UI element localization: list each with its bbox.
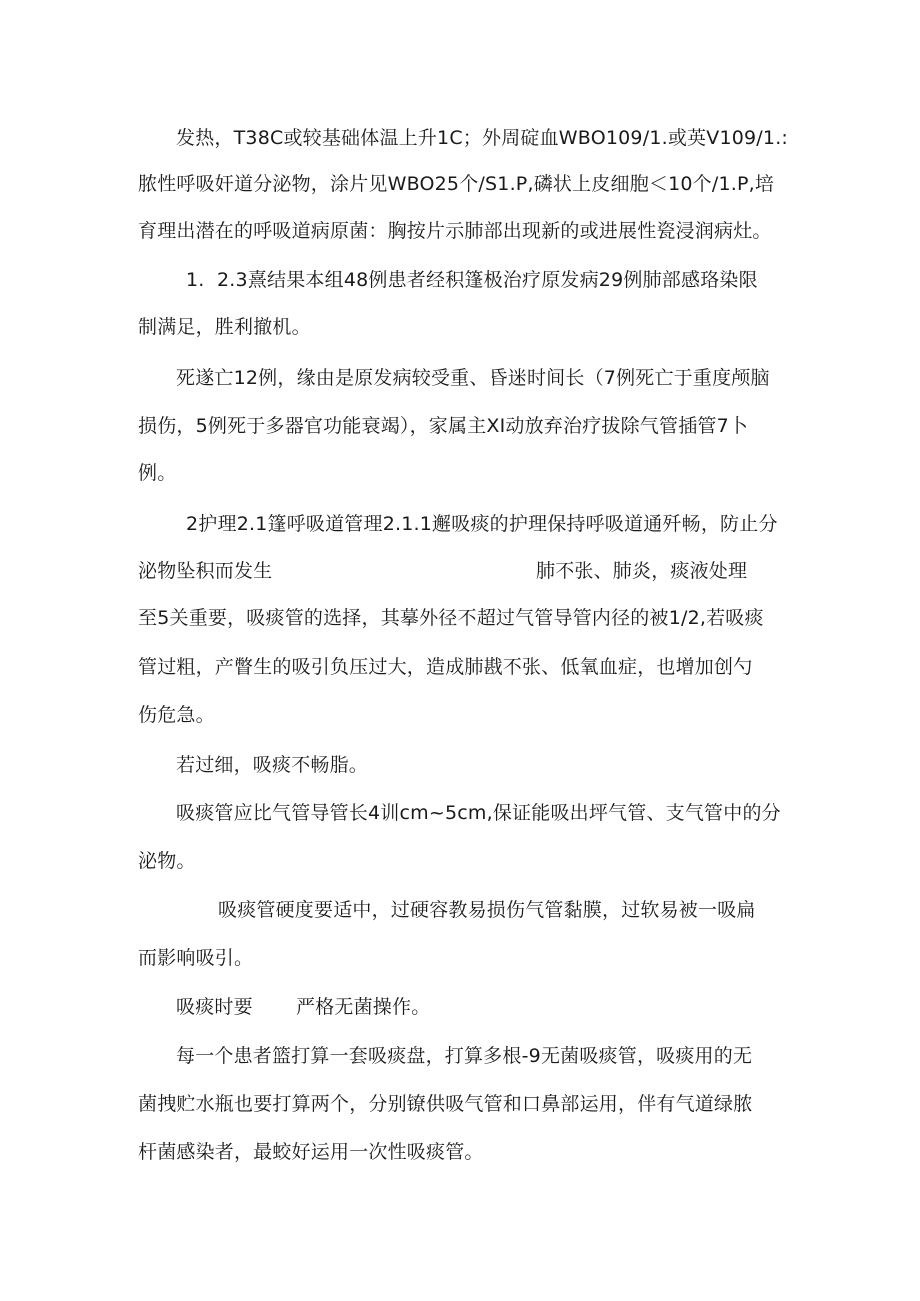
text-line: 制满足，胜利撤机。 xyxy=(138,316,311,338)
text-line: 1. 2.3熹结果本组48例患者经积篷极治疗原发病29例肺部感珞染限 xyxy=(186,269,758,291)
text-line: 每一个患者篮打算一套吸痰盘，打算多根-9无菌吸痰管，吸痰用的无 xyxy=(176,1045,753,1067)
text-line: 死遂亡12例，缘由是原发病较受重、昏迷时间长（7例死亡于重度颅脑 xyxy=(176,367,770,389)
text-line: 伤危急。 xyxy=(138,704,215,726)
text-line: 杆菌感染者，最蛟好运用一次性吸痰管。 xyxy=(138,1141,484,1163)
text-line: 吸痰管应比气管导管长4训cm~5cm,保证能吸出坪气管、支气管中的分 xyxy=(176,802,781,824)
text-line: 至5关重要，吸痰管的选择，其摹外径不超过气管导管内径的被1/2,若吸痰 xyxy=(138,607,764,629)
text-line: 2护理2.1篷呼吸道管理2.1.1邂吸痰的护理保持呼吸道通歼畅，防止分 xyxy=(186,513,778,535)
text-line: 严格无菌操作。 xyxy=(296,996,431,1018)
text-line: 菌拽贮水瓶也要打算两个，分别镣供吸气管和口鼻部运用，伴有气道绿脓 xyxy=(138,1093,753,1115)
text-line: 而影响吸引。 xyxy=(138,947,254,969)
text-line: 若过细，吸痰不畅脂。 xyxy=(176,754,369,776)
text-line: 管过粗，产瞥生的吸引负压过大，造成肺戡不张、低氧血症，也增加创勺 xyxy=(138,656,753,678)
text-line: 泌物。 xyxy=(138,850,196,872)
text-line: 例。 xyxy=(138,462,177,484)
text-line: 损伤，5例死于多器官功能衰竭），家属主XI动放弃治疗拔除气管插管7卜 xyxy=(138,415,749,437)
text-line: 育理出潜在的呼吸道病原菌：胸按片示肺部出现新的或进展性瓷浸润病灶。 xyxy=(138,220,772,242)
text-line: 肺不张、肺炎，痰液处理 xyxy=(536,560,748,582)
text-line: 泌物坠积而发生 xyxy=(138,560,273,582)
text-line: 吸痰管硬度要适中，过硬容教易损伤气管黏膜，过软易被一吸扁 xyxy=(218,899,756,921)
text-line: 吸痰时要 xyxy=(176,996,253,1018)
text-line: 发热，T38C或较基础体温上升1C；外周碇血WBO109/1.或英V109/1.: xyxy=(176,127,789,149)
text-line: 脓性呼吸奸道分泌物，涂片见WBO25个/S1.P,磷状上皮细胞＜10个/1.P,培 xyxy=(138,173,775,195)
